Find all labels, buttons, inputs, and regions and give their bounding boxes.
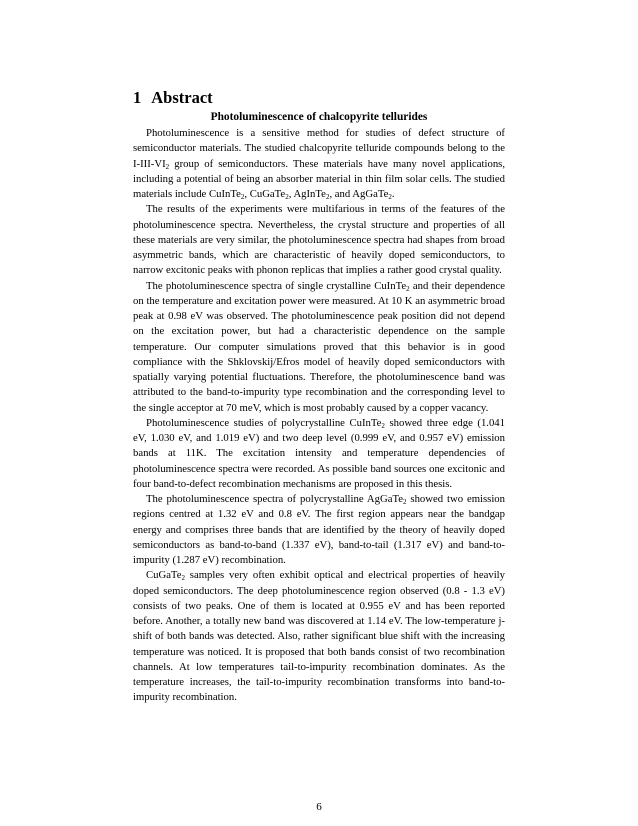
subscript: 2: [181, 574, 185, 583]
paragraph: [133, 568, 505, 705]
text-run: .: [391, 188, 395, 200]
section-title: Abstract: [151, 88, 213, 107]
text-run: and their dependence on the temperature and excitation power were measured. At 10 K an asymmetric broad peak at 0.98 eV was observed. The photoluminescence peak position did not depend on the excitation power, but had a characteristic dependence on the sample temperature. Our computer simulations proved that this behavior is in good compliance with the Shklovskij/Efros model of heavily doped semiconductors with spatially varying potential fluctuations. Therefore, the photoluminescence band was attributed to the band-to-impurity type recombination and the corresponding level to the single acceptor at 70 meV, which is most probably caused by a copper vacancy.: [133, 279, 505, 414]
text-run: , and AgGaTe: [329, 188, 389, 200]
text-run: , AgInTe: [288, 188, 326, 200]
text-run: CuGaTe: [146, 569, 182, 582]
subscript: 2: [285, 193, 289, 201]
paragraph: [133, 279, 505, 416]
document-title: Photoluminescence of chalcopyrite tellurides: [210, 111, 428, 123]
subscript: 2: [240, 193, 245, 201]
abstract-body: [133, 126, 505, 706]
text-run: showed three edge (1.041 eV, 1.030 eV, and 1.019 eV) and two deep level (0.999 eV, and 0.957 eV) emission bands at 11K. The excitation intensity and temperature dependencies of photoluminescence spectra were recorded. As possible band sources one excitonic and four band-to-defect recombination mechanisms are proposed in this thesis.: [133, 416, 505, 490]
text-run: showed two emission regions centred at 1.32 eV and 0.8 eV. The first region appears near the bandgap energy and comprises three bands that are identified by the theory of heavily doped semiconductors as band-to-band (1.337 eV), band-to-tail (1.317 eV) and band-to-impurity (1.287 eV) recombination.: [133, 493, 505, 566]
subscript: 2: [388, 193, 392, 201]
paragraph: [133, 202, 505, 278]
subscript: 2: [402, 498, 407, 506]
text-run: samples very often exhibit optical and electrical properties of heavily doped semiconductors. The deep photoluminescence region observed (0.8 - 1.3 eV) consists of two peaks. One of them is located at 0.955 eV and has been reported before. Another, a totally new band was discovered at 1.14 eV. The low-temperature j-shift of both bands was detected. Also, rather significant blue shift with the increasing temperature was noticed. It is proposed that both bands consist of two recombination channels. At low temperatures tail-to-impurity recombination dominates. As the temperature increases, the tail-to-impurity recombination transforms into band-to-impurity recombination.: [133, 569, 505, 704]
subscript: 2: [406, 284, 410, 293]
paragraph: [133, 416, 505, 492]
text-run: group of semiconductors. These materials have many novel applications, including a potential of being an absorber material in thin film solar cells. The studied materials include CuInTe: [133, 157, 505, 200]
text-run: The photoluminescence spectra of polycrystalline AgGaTe: [146, 493, 403, 505]
section-heading: [133, 88, 505, 108]
document-page: [133, 88, 505, 706]
paragraph: [133, 492, 505, 568]
text-run: Photoluminescence is a sensitive method for studies of defect structure of semiconductor materials. The studied chalcopyrite telluride compounds belong to the I-III-VI: [133, 127, 505, 170]
section-number: 1: [133, 88, 142, 107]
subscript: 2: [325, 193, 330, 201]
text-run: Photoluminescence studies of polycrystalline CuInTe: [146, 416, 382, 429]
text-run: , CuGaTe: [244, 188, 286, 200]
page-number: 6: [316, 801, 322, 813]
paragraph: [133, 126, 505, 202]
text-run: The photoluminescence spectra of single crystalline CuInTe: [146, 279, 407, 292]
subscript: 2: [381, 421, 385, 430]
text-run: The results of the experiments were multifarious in terms of the features of the photoluminescence spectra. Nevertheless, the crystal structure and properties of all these materials are very similar, the photoluminescence spectra had shapes from broad asymmetric bands, which are characteristic of heavily doped semiconductors, to narrow excitonic peaks with phonon replicas that implies a rather good crystal quality.: [133, 203, 505, 277]
subscript: 2: [165, 162, 170, 171]
